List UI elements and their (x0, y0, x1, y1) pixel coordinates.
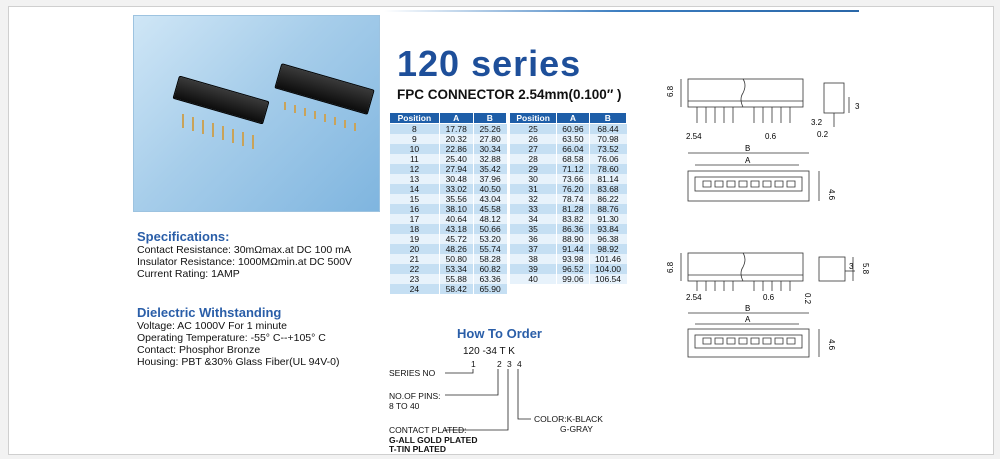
dim-b-cell: 40.50 (473, 184, 506, 194)
table-row (390, 284, 507, 294)
table-row (390, 224, 507, 234)
position-cell: 9 (390, 134, 440, 144)
dim-b-cell: 55.74 (473, 244, 506, 254)
dim-2-54: 2.54 (686, 132, 702, 141)
dim-b-cell: 73.52 (589, 144, 626, 154)
dim-b-cell: 101.46 (589, 254, 626, 264)
dim-a-cell: 83.82 (557, 214, 589, 224)
dim-a-cell: 48.26 (439, 244, 473, 254)
dim-b-cell: 60.82 (473, 264, 506, 274)
dim-0-6: 0.6 (765, 132, 777, 141)
dim-4-6-top: 4.6 (827, 189, 836, 201)
position-cell: 36 (510, 234, 557, 244)
dim-5-8: 5.8 (861, 263, 870, 275)
table-row (390, 184, 507, 194)
dim-b-cell: 106.54 (589, 274, 626, 284)
table-row (390, 144, 507, 154)
dim-a-cell: 38.10 (439, 204, 473, 214)
dim-a-cell: 78.74 (557, 194, 589, 204)
dim-6-8: 6.8 (666, 85, 675, 97)
order-plated-gold: G-ALL GOLD PLATED (389, 435, 478, 445)
dim-3-bottom: 3 (849, 262, 854, 271)
table-row (390, 164, 507, 174)
position-cell: 19 (390, 234, 440, 244)
dim-b-cell: 78.60 (589, 164, 626, 174)
position-cell: 37 (510, 244, 557, 254)
dim-6-8-bottom: 6.8 (666, 261, 675, 273)
dielectric-title: Dielectric Withstanding (137, 305, 282, 320)
position-cell: 12 (390, 164, 440, 174)
position-cell: 31 (510, 184, 557, 194)
dim-b-cell: 81.14 (589, 174, 626, 184)
dim-a-cell: 30.48 (439, 174, 473, 184)
table-row (390, 204, 507, 214)
dim-a-cell: 55.88 (439, 274, 473, 284)
dim-b-cell: 32.88 (473, 154, 506, 164)
table-row (390, 194, 507, 204)
order-digit-4: 4 (517, 359, 522, 369)
dim-a-cell: 40.64 (439, 214, 473, 224)
table-row (390, 264, 507, 274)
position-cell: 14 (390, 184, 440, 194)
dim-a-cell: 53.34 (439, 264, 473, 274)
table-row (510, 144, 627, 154)
dim-a-cell: 99.06 (557, 274, 589, 284)
position-cell: 10 (390, 144, 440, 154)
dim-b-cell: 83.68 (589, 184, 626, 194)
dim-a-cell: 20.32 (439, 134, 473, 144)
dim-a-cell: 93.98 (557, 254, 589, 264)
dim-b-cell: 27.80 (473, 134, 506, 144)
dim-b-bottom: B (745, 304, 751, 313)
dim-4-6-bottom: 4.6 (827, 339, 836, 351)
col-header-position: Position (510, 113, 557, 124)
table-row (390, 174, 507, 184)
dielectric-line: Housing: PBT &30% Glass Fiber(UL 94V-0) (137, 356, 340, 368)
position-cell: 27 (510, 144, 557, 154)
dim-b-cell: 86.22 (589, 194, 626, 204)
table-row (510, 194, 627, 204)
technical-drawings (659, 67, 869, 367)
order-digit-3: 3 (507, 359, 512, 369)
dim-a-cell: 22.86 (439, 144, 473, 154)
dim-a-cell: 73.66 (557, 174, 589, 184)
position-cell: 35 (510, 224, 557, 234)
dielectric-line: Voltage: AC 1000V For 1 minute (137, 320, 288, 332)
position-cell: 22 (390, 264, 440, 274)
position-cell: 29 (510, 164, 557, 174)
dim-b-cell: 104.00 (589, 264, 626, 274)
table-row (510, 184, 627, 194)
table-row (510, 154, 627, 164)
table-row (390, 214, 507, 224)
table-row (390, 274, 507, 284)
position-cell: 32 (510, 194, 557, 204)
dim-b-cell: 45.58 (473, 204, 506, 214)
dim-0-2: 0.2 (817, 130, 829, 139)
order-plated-label: CONTACT PLATED: (389, 425, 467, 435)
product-sheet (8, 6, 994, 455)
dim-a-cell: 25.40 (439, 154, 473, 164)
position-cell: 30 (510, 174, 557, 184)
dim-b-cell: 25.26 (473, 124, 506, 135)
col-header-a: A (439, 113, 473, 124)
dim-a-cell: 68.58 (557, 154, 589, 164)
dim-a-cell: 35.56 (439, 194, 473, 204)
position-cell: 39 (510, 264, 557, 274)
position-cell: 33 (510, 204, 557, 214)
position-cell: 15 (390, 194, 440, 204)
dim-b-cell: 58.28 (473, 254, 506, 264)
dim-b-cell: 93.84 (589, 224, 626, 234)
table-row (390, 234, 507, 244)
position-cell: 25 (510, 124, 557, 135)
table-row (390, 254, 507, 264)
spec-line: Current Rating: 1AMP (137, 268, 240, 280)
dim-a-cell: 86.36 (557, 224, 589, 234)
dim-b-cell: 37.96 (473, 174, 506, 184)
dim-b-cell: 63.36 (473, 274, 506, 284)
table-row (390, 134, 507, 144)
position-cell: 34 (510, 214, 557, 224)
dim-a-cell: 96.52 (557, 264, 589, 274)
plan-view-top (688, 153, 819, 201)
col-header-a: A (557, 113, 589, 124)
position-cell: 40 (510, 274, 557, 284)
order-color-gray: G-GRAY (560, 424, 593, 434)
dim-a-cell: 63.50 (557, 134, 589, 144)
dim-a-cell: 58.42 (439, 284, 473, 294)
side-view-top (824, 83, 849, 127)
dimension-table-left (389, 112, 507, 294)
dim-3: 3 (855, 102, 860, 111)
dim-b-cell: 35.42 (473, 164, 506, 174)
dim-a-bottom: A (745, 315, 751, 324)
dim-b-cell: 65.90 (473, 284, 506, 294)
table-row (510, 134, 627, 144)
table-row (510, 174, 627, 184)
dim-b-cell: 70.98 (589, 134, 626, 144)
position-cell: 13 (390, 174, 440, 184)
order-pins-label: NO.OF PINS: (389, 391, 441, 401)
spec-line: Contact Resistance: 30mΩmax.at DC 100 mA (137, 244, 351, 256)
order-plated-tin: T-TIN PLATED (389, 444, 446, 454)
table-row (510, 164, 627, 174)
dim-b-cell: 50.66 (473, 224, 506, 234)
position-cell: 16 (390, 204, 440, 214)
table-row (510, 214, 627, 224)
dim-a-cell: 60.96 (557, 124, 589, 135)
table-row (390, 154, 507, 164)
header-rule (384, 10, 859, 12)
order-digit-1: 1 (471, 359, 476, 369)
table-row (510, 244, 627, 254)
dim-a-cell: 76.20 (557, 184, 589, 194)
order-pins-range: 8 TO 40 (389, 401, 420, 411)
dim-2-54-bottom: 2.54 (686, 293, 702, 302)
col-header-position: Position (390, 113, 440, 124)
dim-0-2-bottom: 0.2 (803, 293, 812, 305)
how-to-order-title: How To Order (457, 326, 542, 341)
dimension-table-right (509, 112, 627, 284)
position-cell: 26 (510, 134, 557, 144)
spec-line: Insulator Resistance: 1000MΩmin.at DC 500V (137, 256, 353, 268)
dim-b-cell: 53.20 (473, 234, 506, 244)
table-row (510, 204, 627, 214)
position-cell: 17 (390, 214, 440, 224)
position-cell: 21 (390, 254, 440, 264)
dim-a-cell: 27.94 (439, 164, 473, 174)
dim-3-2: 3.2 (811, 118, 823, 127)
col-header-b: B (589, 113, 626, 124)
table-row (390, 244, 507, 254)
dim-b-cell: 48.12 (473, 214, 506, 224)
dim-a-cell: 91.44 (557, 244, 589, 254)
dim-a-cell: 88.90 (557, 234, 589, 244)
dim-a-cell: 81.28 (557, 204, 589, 214)
dim-b-cell: 96.38 (589, 234, 626, 244)
table-row (510, 224, 627, 234)
order-code: 120 -34 T K (463, 346, 515, 357)
col-header-b: B (473, 113, 506, 124)
dim-b-cell: 30.34 (473, 144, 506, 154)
dim-b-cell: 43.04 (473, 194, 506, 204)
front-view-top (681, 79, 803, 123)
series-title: 120 series (397, 43, 582, 84)
order-digit-2: 2 (497, 359, 502, 369)
dim-b-cell: 88.76 (589, 204, 626, 214)
position-cell: 28 (510, 154, 557, 164)
position-cell: 8 (390, 124, 440, 135)
connector-image-left (173, 76, 270, 125)
dim-a-cell: 66.04 (557, 144, 589, 154)
dim-a-top: A (745, 156, 751, 165)
dielectric-line: Contact: Phosphor Bronze (137, 344, 261, 356)
front-view-bottom (681, 253, 803, 291)
dim-a-cell: 17.78 (439, 124, 473, 135)
connector-image-right (274, 63, 374, 115)
dim-b-cell: 98.92 (589, 244, 626, 254)
table-row (510, 274, 627, 284)
position-cell: 18 (390, 224, 440, 234)
dim-0-6-bottom: 0.6 (763, 293, 775, 302)
position-cell: 24 (390, 284, 440, 294)
dim-b-cell: 91.30 (589, 214, 626, 224)
dim-b-top: B (745, 144, 751, 153)
dim-a-cell: 45.72 (439, 234, 473, 244)
dielectric-line: Operating Temperature: -55° C--+105° C (137, 332, 326, 344)
dim-b-cell: 68.44 (589, 124, 626, 135)
table-row (390, 124, 507, 135)
product-subtitle: FPC CONNECTOR 2.54mm(0.100″ ) (397, 87, 622, 102)
product-photo (133, 15, 380, 212)
order-color-label: COLOR:K-BLACK (534, 414, 603, 424)
table-row (510, 234, 627, 244)
plan-view-bottom (688, 313, 819, 357)
position-cell: 38 (510, 254, 557, 264)
table-row (510, 124, 627, 135)
table-row (510, 264, 627, 274)
dim-a-cell: 43.18 (439, 224, 473, 234)
order-series-label: SERIES NO (389, 368, 436, 378)
dim-a-cell: 50.80 (439, 254, 473, 264)
position-cell: 20 (390, 244, 440, 254)
specifications-title: Specifications: (137, 229, 230, 244)
dim-b-cell: 76.06 (589, 154, 626, 164)
position-cell: 11 (390, 154, 440, 164)
position-cell: 23 (390, 274, 440, 284)
dim-a-cell: 71.12 (557, 164, 589, 174)
dim-a-cell: 33.02 (439, 184, 473, 194)
table-row (510, 254, 627, 264)
